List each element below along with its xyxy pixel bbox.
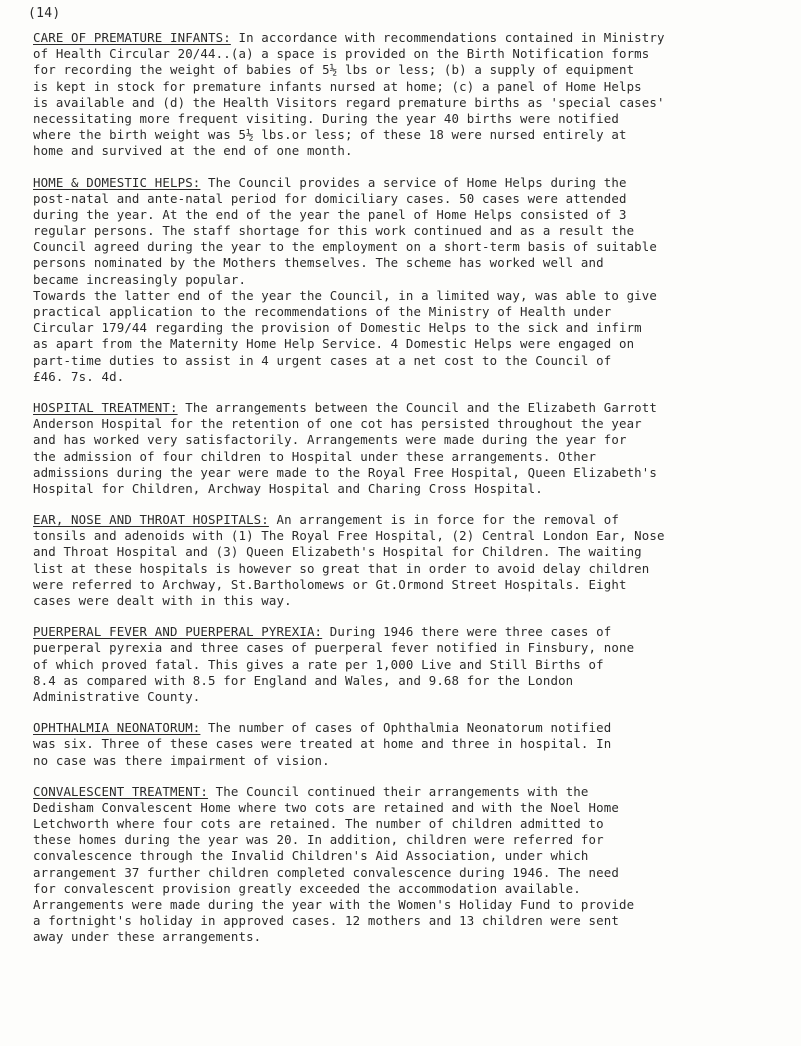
- line-text: During 1946 there were three cases of: [322, 624, 612, 640]
- line-text: for recording the weight of babies of 5½ lbs or less; (b) a supply of equipment: [33, 62, 635, 78]
- text-line: [33, 320, 787, 336]
- text-line: [33, 561, 787, 577]
- text-line: [33, 897, 787, 913]
- section: [33, 624, 787, 705]
- line-text: these homes during the year was 20. In addition, children were referred for: [33, 832, 604, 848]
- line-text: Council agreed during the year to the employment on a short-term basis of suitable: [33, 239, 658, 255]
- text-line: [33, 673, 787, 689]
- line-text: and has worked very satisfactorily. Arrangements were made during the year for: [33, 432, 627, 448]
- line-text: cases were dealt with in this way.: [33, 593, 292, 608]
- line-text: no case was there impairment of vision.: [33, 752, 330, 768]
- text-line: [33, 288, 787, 304]
- text-line: [33, 239, 787, 255]
- section-heading: CARE OF PREMATURE INFANTS:: [33, 30, 231, 45]
- page-number: (14): [28, 6, 61, 21]
- line-text: The number of cases of Ophthalmia Neonatorum notified: [200, 720, 612, 736]
- line-text: necessitating more frequent visiting. During the year 40 births were notified: [33, 110, 619, 126]
- line-text: Hospital for Children, Archway Hospital and Charing Cross Hospital.: [33, 480, 543, 496]
- text-line: [33, 191, 787, 207]
- text-line: [33, 416, 787, 432]
- text-line: [33, 400, 787, 416]
- line-text: of which proved fatal. This gives a rate per 1,000 Live and Still Births of: [33, 656, 604, 672]
- line-text: puerperal pyrexia and three cases of puerperal fever notified in Finsbury, none: [33, 640, 635, 656]
- line-text: The Council continued their arrangements with the: [208, 783, 589, 799]
- text-line: [33, 46, 787, 62]
- line-text: was six. Three of these cases were treated at home and three in hospital. In: [33, 736, 612, 752]
- line-text: admissions during the year were made to the Royal Free Hospital, Queen Elizabeth's: [33, 464, 658, 480]
- text-line: [33, 577, 787, 593]
- line-text: is available and (d) the Health Visitors regard premature births as 'special cases': [33, 94, 665, 110]
- text-line: [33, 111, 787, 127]
- text-line: [33, 832, 787, 848]
- line-text: persons nominated by the Mothers themselves. The scheme has worked well and: [33, 255, 604, 271]
- line-text: where the birth weight was 5½ lbs.or less; of these 18 were nursed entirely at: [33, 127, 627, 143]
- text-line: [33, 816, 787, 832]
- line-text: Administrative County.: [33, 688, 201, 704]
- text-line: [33, 753, 787, 769]
- line-text: The arrangements between the Council and the Elizabeth Garrott: [177, 399, 658, 415]
- section: [33, 784, 787, 946]
- section-heading: CONVALESCENT TREATMENT:: [33, 783, 209, 799]
- text-line: [33, 784, 787, 800]
- line-text: 8.4 as compared with 8.5 for England and Wales, and 9.68 for the London: [33, 672, 574, 688]
- section: [33, 720, 787, 769]
- section-heading: PUERPERAL FEVER AND PUERPERAL PYREXIA:: [33, 624, 323, 640]
- text-line: [33, 369, 787, 385]
- text-line: [33, 848, 787, 864]
- section-heading: HOME & DOMESTIC HELPS:: [33, 174, 201, 190]
- line-text: for convalescent provision greatly exceeded the accommodation available.: [33, 880, 581, 896]
- line-text: the admission of four children to Hospital under these arrangements. Other: [33, 448, 597, 464]
- text-line: [33, 143, 787, 159]
- text-line: [33, 336, 787, 352]
- line-text: home and survived at the end of one month.: [33, 143, 353, 159]
- text-line: [33, 913, 787, 929]
- line-text: were referred to Archway, St.Bartholomews or Gt.Ormond Street Hospitals. Eight: [33, 576, 627, 592]
- text-line: [33, 272, 787, 288]
- line-text: became increasingly popular.: [33, 271, 247, 287]
- text-line: [33, 881, 787, 897]
- sections-container: [33, 30, 787, 946]
- line-text: post-natal and ante-natal period for domiciliary cases. 50 cases were attended: [33, 190, 627, 206]
- line-text: arrangement 37 further children completed convalescence during 1946. The need: [33, 864, 619, 880]
- line-text: a fortnight's holiday in approved cases. 12 mothers and 13 children were sent: [33, 913, 619, 929]
- line-text: Dedisham Convalescent Home where two cots are retained and with the Noel Home: [33, 799, 619, 815]
- text-line: [33, 593, 787, 609]
- text-line: [33, 624, 787, 640]
- text-line: [33, 865, 787, 881]
- section-heading: HOSPITAL TREATMENT:: [33, 399, 178, 415]
- line-text: part-time duties to assist in 4 urgent cases at a net cost to the Council of: [33, 352, 612, 368]
- text-line: [33, 95, 787, 111]
- line-text: In accordance with recommendations contained in Ministry: [230, 30, 665, 45]
- section: [33, 400, 787, 497]
- text-line: [33, 800, 787, 816]
- line-text: Circular 179/44 regarding the provision of Domestic Helps to the sick and infirm: [33, 320, 642, 336]
- section-heading: EAR, NOSE AND THROAT HOSPITALS:: [33, 512, 269, 528]
- text-line: [33, 30, 787, 46]
- line-text: Towards the latter end of the year the Council, in a limited way, was able to give: [33, 287, 658, 303]
- text-line: [33, 432, 787, 448]
- section: [33, 512, 787, 609]
- text-line: [33, 255, 787, 271]
- line-text: Anderson Hospital for the retention of one cot has persisted throughout the year: [33, 416, 642, 432]
- line-text: as apart from the Maternity Home Help Service. 4 Domestic Helps were engaged on: [33, 336, 635, 352]
- line-text: during the year. At the end of the year the panel of Home Helps consisted of 3: [33, 206, 627, 222]
- text-line: [33, 304, 787, 320]
- text-line: [33, 528, 787, 544]
- line-text: convalescence through the Invalid Children's Aid Association, under which: [33, 848, 589, 864]
- line-text: and Throat Hospital and (3) Queen Elizabeth's Hospital for Children. The waiting: [33, 544, 642, 560]
- text-line: [33, 544, 787, 560]
- line-text: Arrangements were made during the year with the Women's Holiday Fund to provide: [33, 897, 635, 912]
- text-line: [33, 223, 787, 239]
- text-line: [33, 929, 787, 945]
- text-line: [33, 689, 787, 705]
- text-line: [33, 62, 787, 78]
- text-line: [33, 720, 787, 736]
- text-line: [33, 736, 787, 752]
- text-line: [33, 207, 787, 223]
- line-text: The Council provides a service of Home Helps during the: [200, 174, 627, 190]
- text-line: [33, 512, 787, 528]
- line-text: Letchworth where four cots are retained. The number of children admitted to: [33, 816, 604, 832]
- section: [33, 30, 787, 160]
- line-text: tonsils and adenoids with (1) The Royal Free Hospital, (2) Central London Ear, Nose: [33, 528, 665, 544]
- text-line: [33, 640, 787, 656]
- text-line: [33, 353, 787, 369]
- line-text: is kept in stock for premature infants nursed at home; (c) a panel of Home Helps: [33, 78, 642, 94]
- line-text: £46. 7s. 4d.: [33, 368, 125, 384]
- section-heading: OPHTHALMIA NEONATORUM:: [33, 720, 201, 736]
- line-text: list at these hospitals is however so great that in order to avoid delay children: [33, 560, 650, 576]
- line-text: practical application to the recommendations of the Ministry of Health under: [33, 304, 612, 319]
- text-line: [33, 657, 787, 673]
- line-text: away under these arrangements.: [33, 929, 262, 945]
- text-line: [33, 465, 787, 481]
- text-line: [33, 449, 787, 465]
- line-text: regular persons. The staff shortage for this work continued and as a result the: [33, 223, 635, 239]
- text-line: [33, 175, 787, 191]
- text-line: [33, 127, 787, 143]
- line-text: An arrangement is in force for the removal of: [268, 512, 619, 528]
- text-line: [33, 79, 787, 95]
- section: [33, 175, 787, 385]
- line-text: of Health Circular 20/44..(a) a space is provided on the Birth Notification forms: [33, 46, 650, 62]
- text-line: [33, 481, 787, 497]
